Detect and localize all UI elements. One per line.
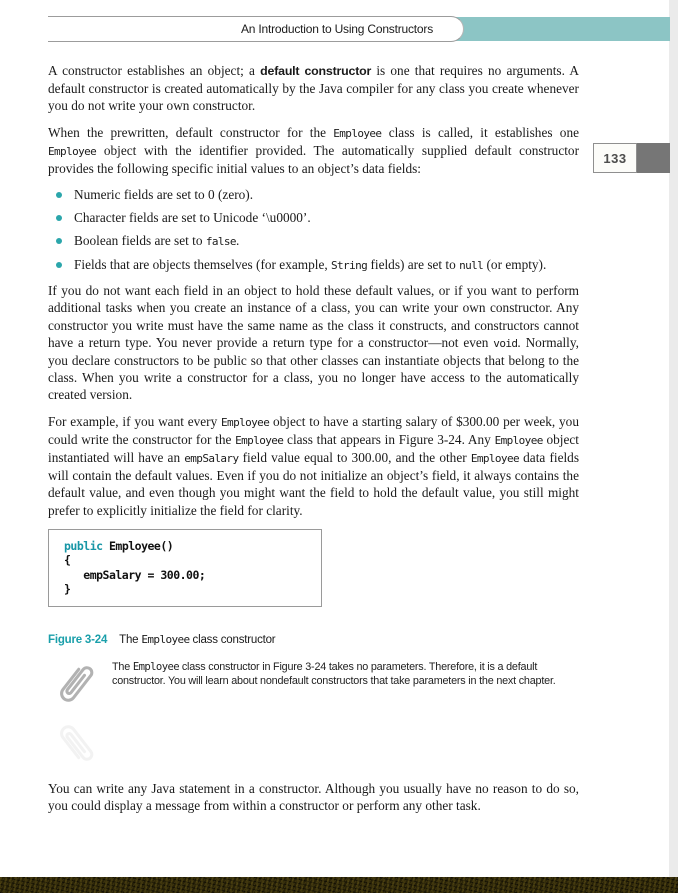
bullet-list <box>48 186 579 274</box>
paperclip-glyph <box>41 652 105 721</box>
header-teal-bar <box>428 17 670 41</box>
spacer <box>48 750 579 780</box>
paperclip-icon <box>48 654 110 750</box>
bullet-item: Character fields are set to Unicode ‘\u0000’. <box>56 209 579 226</box>
header-title: An Introduction to Using Constructors <box>240 22 433 36</box>
paragraph-5: You can write any Java statement in a constructor. Although you usually have no reason to do so, you could display a message from within a constructor or perform any other task. <box>48 780 579 814</box>
bullet-item: Fields that are objects themselves (for example, String fields) are set to null (or empty). <box>56 256 579 274</box>
code-line: empSalary = 300.00; <box>64 567 206 582</box>
page-number-tab-bar <box>636 143 670 173</box>
bullet-item: Numeric fields are set to 0 (zero). <box>56 186 579 203</box>
note-text: The Employee class constructor in Figure 3-24 takes no parameters. Therefore, it is a default constructor. You will learn about nondefault constructors that take parameters in the next chapter. <box>112 660 556 687</box>
figure-caption <box>48 633 579 646</box>
footer-texture-bar <box>0 877 678 893</box>
figure-caption-text: The Employee class constructor <box>119 632 276 646</box>
page-number: 133 <box>603 150 627 166</box>
code-line: { <box>64 553 71 568</box>
paragraph-4: For example, if you want every Employee object to have a starting salary of $300.00 per week, you could write the constructor for the Employee class that appears in Figure 3-24. Any Employee object instantiated will have an empSalary field value equal to 300.00, and the other Employee data fields will contain the default values. Even if you do not initialize an object’s field, it always contains the default value, and even though you might want the field to hold the default value, you still might prefer to explicitly initialize the field for clarity. <box>48 413 579 518</box>
page-edge-strip <box>669 0 678 877</box>
note-block <box>48 654 579 750</box>
page-content <box>48 62 579 823</box>
page-number-box <box>593 143 637 173</box>
bullet-item: Boolean fields are set to false. <box>56 232 579 250</box>
header-title-pill <box>48 16 464 42</box>
code-line: public Employee() <box>64 538 174 553</box>
paragraph-1: A constructor establishes an object; a default constructor is one that requires no arguments. A default constructor is created automatically by the Java compiler for any class you create whenever you do not write your own constructor. <box>48 63 579 114</box>
figure-label: Figure 3-24 <box>48 633 108 646</box>
paragraph-2: When the prewritten, default constructor for the Employee class is called, it establishes one Employee object with the identifier provided. The automatically supplied default constructor provides the following specific initial values to an object’s data fields: <box>48 124 579 177</box>
code-line: } <box>64 582 71 597</box>
code-figure-box <box>48 529 322 607</box>
paragraph-3: If you do not want each field in an object to hold these default values, or if you want to perform additional tasks when you create an instance of a class, you can write your own constructor. Any constructor you write must have the same name as the class it constructs, and constructors cannot have a return type. You never provide a return type for a constructor—not even void. Normally, you declare constructors to be public so that other classes can instantiate objects that belong to the class. When you write a constructor for a class, you no longer have access to the automatically created version. <box>48 283 579 403</box>
